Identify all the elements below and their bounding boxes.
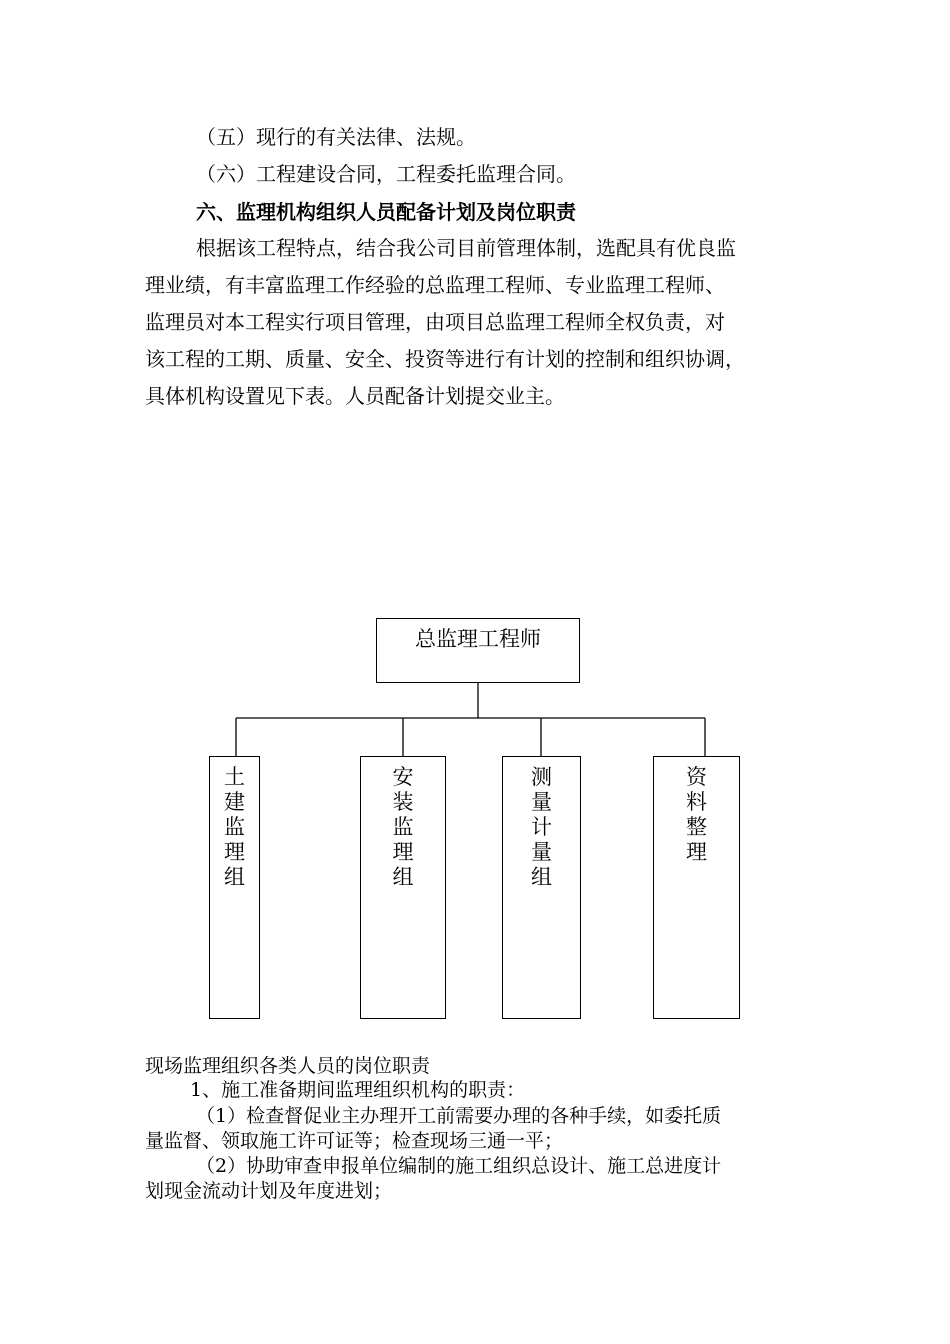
duties-sub1-line2: 量监督、领取施工许可证等；检查现场三通一平； bbox=[145, 1130, 564, 1152]
org-node-documents bbox=[653, 756, 740, 1019]
section-heading: 六、监理机构组织人员配备计划及岗位职责 bbox=[196, 200, 576, 224]
org-node-documents-label: 资 料 整 理 bbox=[686, 765, 707, 864]
duties-sub2-line1: （2）协助审查申报单位编制的施工组织总设计、施工总进度计 bbox=[196, 1155, 722, 1177]
list-item-6: （六）工程建设合同，工程委托监理合同。 bbox=[196, 162, 576, 186]
org-node-civil bbox=[209, 756, 260, 1019]
duties-sub1-line1: （1）检查督促业主办理开工前需要办理的各种手续，如委托质 bbox=[196, 1105, 722, 1127]
paragraph-line-3: 监理员对本工程实行项目管理，由项目总监理工程师全权负责，对 bbox=[145, 310, 725, 334]
duties-item-1: 1、施工准备期间监理组织机构的职责： bbox=[190, 1079, 526, 1101]
list-item-5: （五）现行的有关法律、法规。 bbox=[196, 125, 476, 149]
paragraph-line-5: 具体机构设置见下表。人员配备计划提交业主。 bbox=[145, 384, 565, 408]
org-node-surveying bbox=[502, 756, 581, 1019]
paragraph-line-2: 理业绩，有丰富监理工作经验的总监理工程师、专业监理工程师、 bbox=[145, 273, 725, 297]
duties-title: 现场监理组织各类人员的岗位职责 bbox=[145, 1055, 431, 1077]
org-node-installation-label: 安 装 监 理 组 bbox=[392, 765, 414, 889]
org-node-civil-label: 土 建 监 理 组 bbox=[224, 765, 245, 889]
paragraph-line-4: 该工程的工期、质量、安全、投资等进行有计划的控制和组织协调， bbox=[145, 347, 745, 371]
org-node-surveying-label: 测 量 计 量 组 bbox=[531, 765, 552, 889]
paragraph-line-1: 根据该工程特点，结合我公司目前管理体制，选配具有优良监 bbox=[196, 236, 736, 260]
duties-sub2-line2: 划现金流动计划及年度进划； bbox=[145, 1180, 393, 1202]
org-node-installation bbox=[360, 756, 446, 1019]
org-root-box bbox=[376, 618, 580, 683]
org-root-label: 总监理工程师 bbox=[415, 627, 541, 651]
